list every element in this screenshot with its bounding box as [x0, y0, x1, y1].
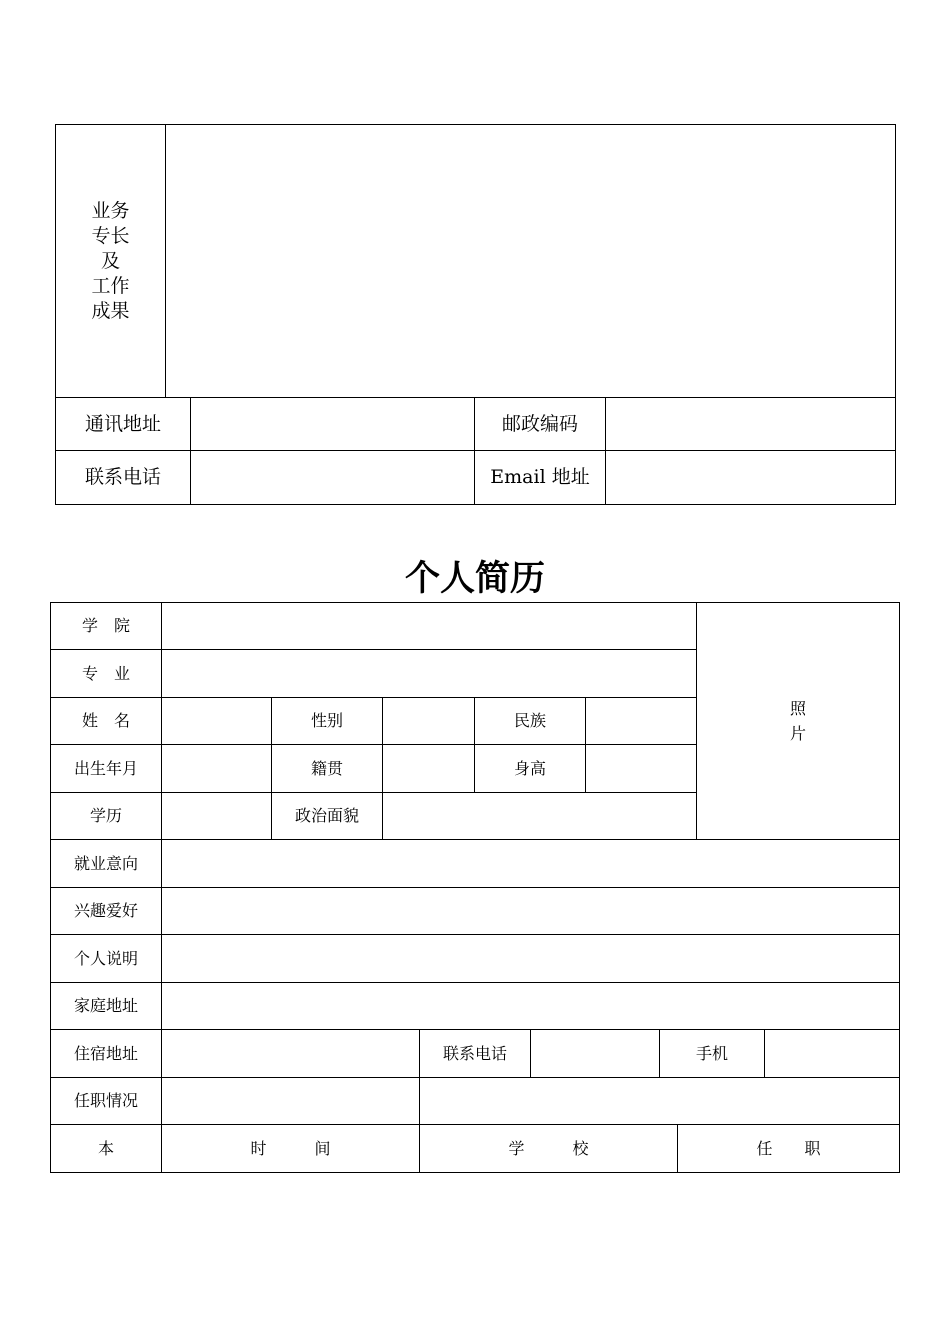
specialty-label [56, 125, 165, 397]
native-place-field[interactable] [383, 745, 474, 792]
birth-field[interactable] [162, 745, 271, 792]
history-school-header: 学 校 [508, 1138, 589, 1158]
contact-phone-label: 联系电话 [442, 1043, 507, 1063]
postcode-field[interactable] [606, 398, 895, 450]
specialty-label-line: 业务 [91, 199, 130, 222]
education-label: 学历 [89, 806, 122, 825]
education-field[interactable] [162, 793, 271, 839]
political-status-label: 政治面貌 [294, 806, 359, 825]
home-address-label: 家庭地址 [73, 996, 138, 1015]
major-label: 专 业 [81, 663, 130, 683]
history-position-header: 任 职 [756, 1138, 821, 1158]
name-label: 姓 名 [81, 711, 130, 730]
college-label: 学 院 [81, 616, 130, 635]
gender-field[interactable] [383, 698, 474, 744]
phone-label: 联系电话 [84, 466, 161, 488]
positions-label: 任职情况 [73, 1091, 138, 1110]
specialty-label-line: 工作 [91, 274, 130, 297]
major-field[interactable] [162, 650, 696, 697]
email-field[interactable] [606, 451, 895, 504]
email-label: Email 地址 [490, 466, 590, 488]
name-field[interactable] [162, 698, 271, 744]
ethnicity-label: 民族 [513, 711, 546, 730]
photo-area[interactable] [697, 603, 899, 839]
address-label: 通讯地址 [84, 412, 161, 435]
job-intent-label: 就业意向 [73, 853, 138, 873]
gender-label: 性别 [310, 711, 343, 730]
dorm-address-field[interactable] [162, 1030, 419, 1077]
hobbies-label: 兴趣爱好 [73, 901, 138, 920]
height-field[interactable] [586, 745, 696, 792]
postcode-label: 邮政编码 [501, 412, 578, 435]
address-field[interactable] [191, 398, 474, 450]
mobile-label: 手机 [695, 1043, 728, 1063]
dorm-address-label: 住宿地址 [73, 1043, 138, 1063]
mobile-field[interactable] [765, 1030, 899, 1077]
personal-statement-field[interactable] [162, 935, 899, 982]
home-address-field[interactable] [162, 983, 899, 1029]
positions-field[interactable] [162, 1078, 899, 1124]
political-status-field[interactable] [383, 793, 696, 839]
specialty-field[interactable] [166, 125, 895, 397]
contact-phone-field[interactable] [531, 1030, 659, 1077]
ethnicity-field[interactable] [586, 698, 696, 744]
specialty-label-line: 专长 [91, 224, 130, 247]
personal-statement-label: 个人说明 [73, 948, 138, 968]
history-time-header: 时 间 [250, 1138, 331, 1158]
specialty-label-line: 及 [100, 249, 120, 272]
specialty-label-line: 成果 [91, 299, 130, 322]
photo-label-line: 照 [789, 699, 806, 718]
photo-label-line: 片 [789, 724, 806, 743]
history-first-label: 本 [97, 1138, 114, 1158]
resume-title: 个人简历 [404, 558, 545, 599]
job-intent-field[interactable] [162, 840, 899, 887]
college-field[interactable] [162, 603, 696, 649]
birth-label: 出生年月 [73, 758, 138, 778]
phone-field[interactable] [191, 451, 474, 504]
height-label: 身高 [513, 758, 546, 778]
hobbies-field[interactable] [162, 888, 899, 934]
native-place-label: 籍贯 [310, 758, 343, 778]
